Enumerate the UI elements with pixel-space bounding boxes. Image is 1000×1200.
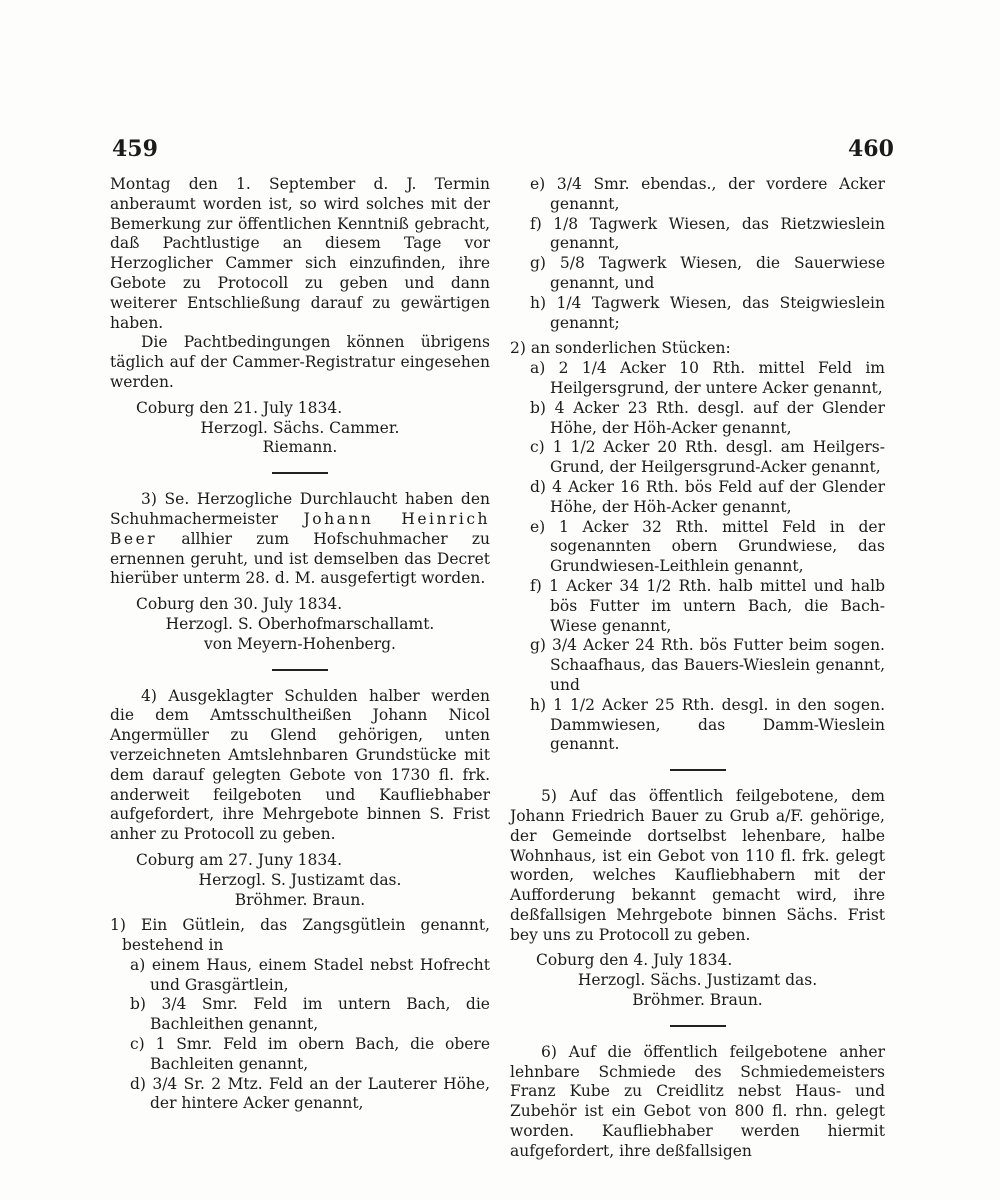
list-item: f) 1/8 Tagwerk Wiesen, das Rietzwieslein genannt, <box>530 214 885 253</box>
notice-signature: Herzogl. S. Justizamt das. <box>198 870 402 889</box>
list-item: f) 1 Acker 34 1/2 Rth. halb mittel und halb bös Futter im untern Bach, die Bach-Wiese genannt, <box>530 576 885 635</box>
list-item: g) 5/8 Tagwerk Wiesen, die Sauerwiese genannt, und <box>530 254 885 292</box>
right-column <box>510 175 885 1162</box>
list-item: c) 1 Smr. Feld im obern Bach, die obere Bachleiten genannt, <box>130 1035 490 1073</box>
notice-date: Coburg den 4. July 1834. <box>536 951 733 970</box>
left-column <box>110 175 490 1114</box>
notice-signature: Herzogl. Sächs. Cammer. <box>200 418 400 437</box>
separator-rule <box>670 1025 726 1027</box>
notice-paragraph: 6) Auf die öffentlich feilgebotene anher lehnbare Schmiede des Schmiedemeisters Franz Kube zu Creidlitz nebst Haus- und Zubehör ist ein Gebot von 800 fl. rhn. gelegt worden. Kaufliebhaber werden hiermit aufgefordert, ihre deßfallsigen <box>510 1042 885 1160</box>
notice-paragraph: 4) Ausgeklagter Schulden halber werden die dem Amtsschultheißen Johann Nicol Angermüller zu Glend gehörigen, unten verzeichneten Amtslehnbaren Grundstücke mit dem darauf gelegten Gebote von 1730 fl. frk. anderweit feilgeboten und Kaufliebhaber aufgefordert, ihre Mehrgebote binnen S. Frist anher zu Protocoll zu geben. <box>110 686 490 844</box>
notice-signature: Herzogl. S. Oberhofmarschallamt. <box>165 614 435 633</box>
list-item: c) 1 1/2 Acker 20 Rth. desgl. am Heilgers-Grund, der Heilgersgrund-Acker genannt, <box>530 438 885 477</box>
list-item: d) 3/4 Sr. 2 Mtz. Feld an der Lauterer Höhe, der hintere Acker genannt, <box>130 1074 490 1113</box>
list-item: h) 1 1/2 Acker 25 Rth. desgl. in den sogen. Dammwiesen, das Damm-Wieslein genannt. <box>530 695 885 754</box>
notice-date: Coburg den 21. July 1834. <box>136 398 343 417</box>
page-number-left: 459 <box>112 136 158 162</box>
list-heading: 1) Ein Gütlein, das Zangsgütlein genannt, bestehend in <box>110 916 490 955</box>
notice-paragraph: 3) Se. Herzogliche Durchlaucht haben den Schuhmachermeister Johann Heinrich Beer allhier zum Hofschuhmacher zu ernennen geruht, und ist demselben das Decret hierüber unterm 28. d. M. ausgefertigt worden. <box>110 490 490 588</box>
list-item: h) 1/4 Tagwerk Wiesen, das Steigwieslein genannt; <box>530 293 885 332</box>
list-heading: 2) an sonderlichen Stücken: <box>510 339 731 358</box>
notice-paragraph: 5) Auf das öffentlich feilgebotene, dem Johann Friedrich Bauer zu Grub a/F. gehörige, der Gemeinde dortselbst lehenbare, halbe Wohnhaus, ist ein Gebot von 110 fl. frk. gelegt worden, welches Kaufliebhabern mit der Aufforderung bekannt gemacht wird, ihre deßfallsigen Mehrgebote binnen Sächs. Frist bey uns zu Protocoll zu geben. <box>510 787 885 944</box>
separator-rule <box>272 472 328 474</box>
notice-signature: Bröhmer. Braun. <box>632 991 763 1010</box>
person-name: Johann Heinrich Beer <box>110 509 490 548</box>
list-item: d) 4 Acker 16 Rth. bös Feld auf der Glender Höhe, der Höh-Acker genannt, <box>530 477 885 516</box>
list-item: g) 3/4 Acker 24 Rth. bös Futter beim sogen. Schaafhaus, das Bauers-Wieslein genannt, und <box>530 636 885 694</box>
list-item: a) einem Haus, einem Stadel nebst Hofrecht und Grasgärtlein, <box>130 955 490 994</box>
notice-paragraph: Die Pachtbedingungen können übrigens täglich auf der Cammer-Registratur eingesehen werden. <box>110 333 490 391</box>
notice-signature: Bröhmer. Braun. <box>234 890 366 909</box>
separator-rule <box>272 669 328 671</box>
list-item: b) 4 Acker 23 Rth. desgl. auf der Glender Höhe, der Höh-Acker genannt, <box>530 398 885 437</box>
notice-signature: Riemann. <box>262 438 338 457</box>
list-item: e) 3/4 Smr. ebendas., der vordere Acker genannt, <box>530 175 885 213</box>
list-item: a) 2 1/4 Acker 10 Rth. mittel Feld im Heilgersgrund, der untere Acker genannt, <box>530 359 885 397</box>
list-item: b) 3/4 Smr. Feld im untern Bach, die Bachleithen genannt, <box>130 995 490 1034</box>
page-number-right: 460 <box>848 136 894 162</box>
notice-signature: Herzogl. Sächs. Justizamt das. <box>577 971 818 990</box>
list-item: e) 1 Acker 32 Rth. mittel Feld in der sogenannten obern Grundwiese, das Grundwiesen-Leithlein genannt, <box>530 517 885 576</box>
separator-rule <box>670 769 726 771</box>
notice-paragraph: Montag den 1. September d. J. Termin anberaumt worden ist, so wird solches mit der Bemerkung zur öffentlichen Kenntniß gebracht, daß Pachtlustige an diesem Tage vor Herzoglicher Cammer sich einzufinden, ihre Gebote zu Protocoll zu geben und dann weiterer Entschließung darauf zu gewärtigen haben. <box>110 175 490 332</box>
notice-signature: von Meyern-Hohenberg. <box>204 634 396 653</box>
notice-date: Coburg am 27. Juny 1834. <box>136 850 343 869</box>
notice-date: Coburg den 30. July 1834. <box>136 595 343 614</box>
